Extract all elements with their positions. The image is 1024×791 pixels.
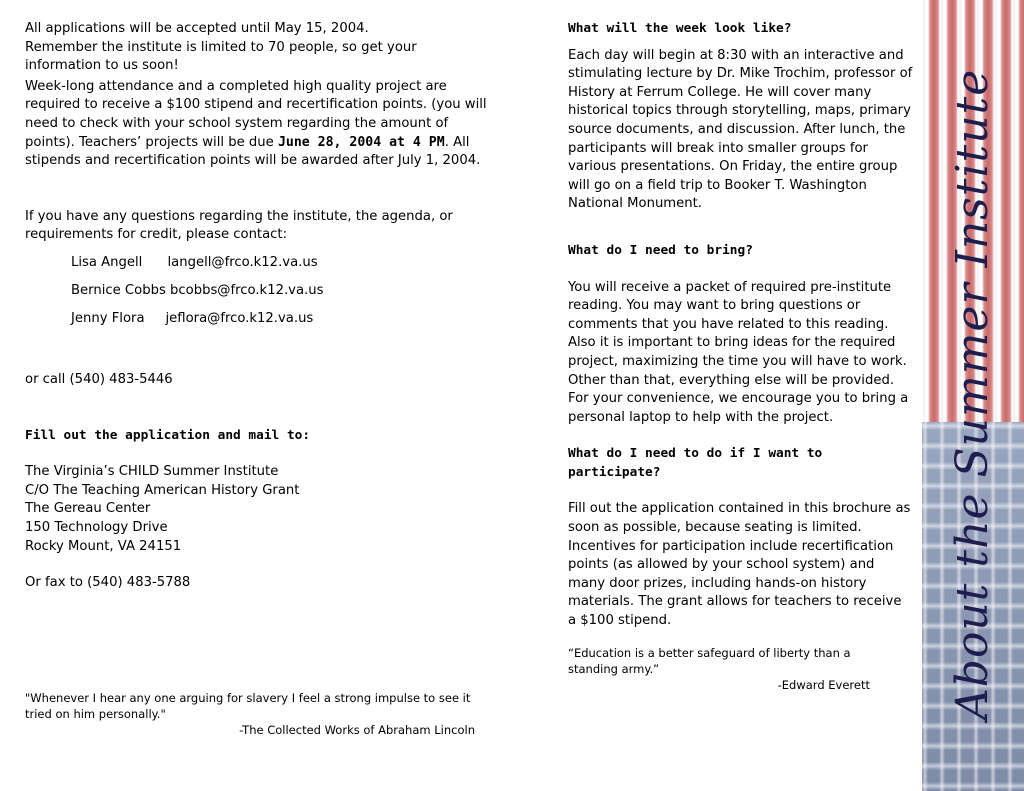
mail-heading: Fill out the application and mail to: xyxy=(25,427,311,443)
limit-notice: Remember the institute is limited to 70 people, so get your information to us soon! xyxy=(25,39,417,74)
questions-text: If you have any questions regarding the institute, the agenda, or requirements for credit, please contact: xyxy=(25,208,453,243)
lincoln-quote: "Whenever I hear any one arguing for slavery I feel a strong impulse to see it tried on him personally." xyxy=(25,690,471,721)
bring-description: You will receive a packet of required pre-institute reading. You may want to bring questions or comments that you have related to this reading. Also it is important to bring ideas for the required project, maximizing the time you will have to work. Other than that, everything else will be provided. For your convenience, we encourage you to bring a personal laptop to help with the project. xyxy=(568,279,909,425)
week-description: Each day will begin at 8:30 with an interactive and stimulating lecture by Dr. Mike Trochim, professor of History at Ferrum College. He will cover many historical topics through storytelling, maps, primary source documents, and discussion. After lunch, the participants will break into smaller groups for various presentations. On Friday, the entire group will go on a field trip to Booker T. Washington National Monument. xyxy=(568,47,913,212)
contact-list xyxy=(25,249,495,333)
stipend-text: . All stipends and recertification points will be awarded after July 1, 2004. xyxy=(25,134,481,169)
fax-number: Or fax to (540) 483-5788 xyxy=(25,575,191,591)
week-heading: What will the week look like? xyxy=(568,21,792,36)
mailing-address xyxy=(25,463,495,556)
due-date: June 28, 2004 at 4 PM xyxy=(277,134,445,150)
deadline-line: All applications will be accepted until May 15, 2004. xyxy=(25,21,369,36)
participate-heading: What do I need to do if I want to participate? xyxy=(568,446,823,480)
address-line: C/O The Teaching American History Grant xyxy=(25,482,300,498)
right-column xyxy=(568,20,913,693)
contact-bernice-cobbs: Bernice Cobbs bcobbs@frco.k12.va.us xyxy=(71,282,324,298)
lincoln-attribution: -The Collected Works of Abraham Lincoln xyxy=(239,722,475,737)
address-line: The Gereau Center xyxy=(25,501,151,517)
everett-quote: “Education is a better safeguard of liberty than a standing army.” xyxy=(568,645,851,676)
attendance-text: Week-long attendance and a completed high quality project are required to receive a $100 stipend and recertification points. (you will need to check with your school system regarding the amount of points). Teachers’ projects will be due xyxy=(25,78,487,150)
left-column xyxy=(25,20,495,738)
contact-jenny-flora: Jenny Flora jeflora@frco.k12.va.us xyxy=(71,310,314,326)
address-line: The Virginia’s CHILD Summer Institute xyxy=(25,464,279,480)
attendance-requirements xyxy=(25,78,495,171)
everett-attribution: -Edward Everett xyxy=(777,677,870,692)
phone-number: or call (540) 483-5446 xyxy=(25,371,173,387)
participate-description: Fill out the application contained in this brochure as soon as possible, because seating is limited. Incentives for participation include recertification points (as allowed by your school system) and many door prizes, including hands-on history materials. The grant allows for teachers to receive a $100 stipend. xyxy=(568,501,911,629)
address-line: Rocky Mount, VA 24151 xyxy=(25,538,182,554)
address-line: 150 Technology Drive xyxy=(25,519,168,535)
banner-title: About the Summer Institute xyxy=(947,68,998,720)
bring-heading: What do I need to bring? xyxy=(568,242,753,258)
contact-lisa-angell: Lisa Angell langell@frco.k12.va.us xyxy=(71,254,318,270)
